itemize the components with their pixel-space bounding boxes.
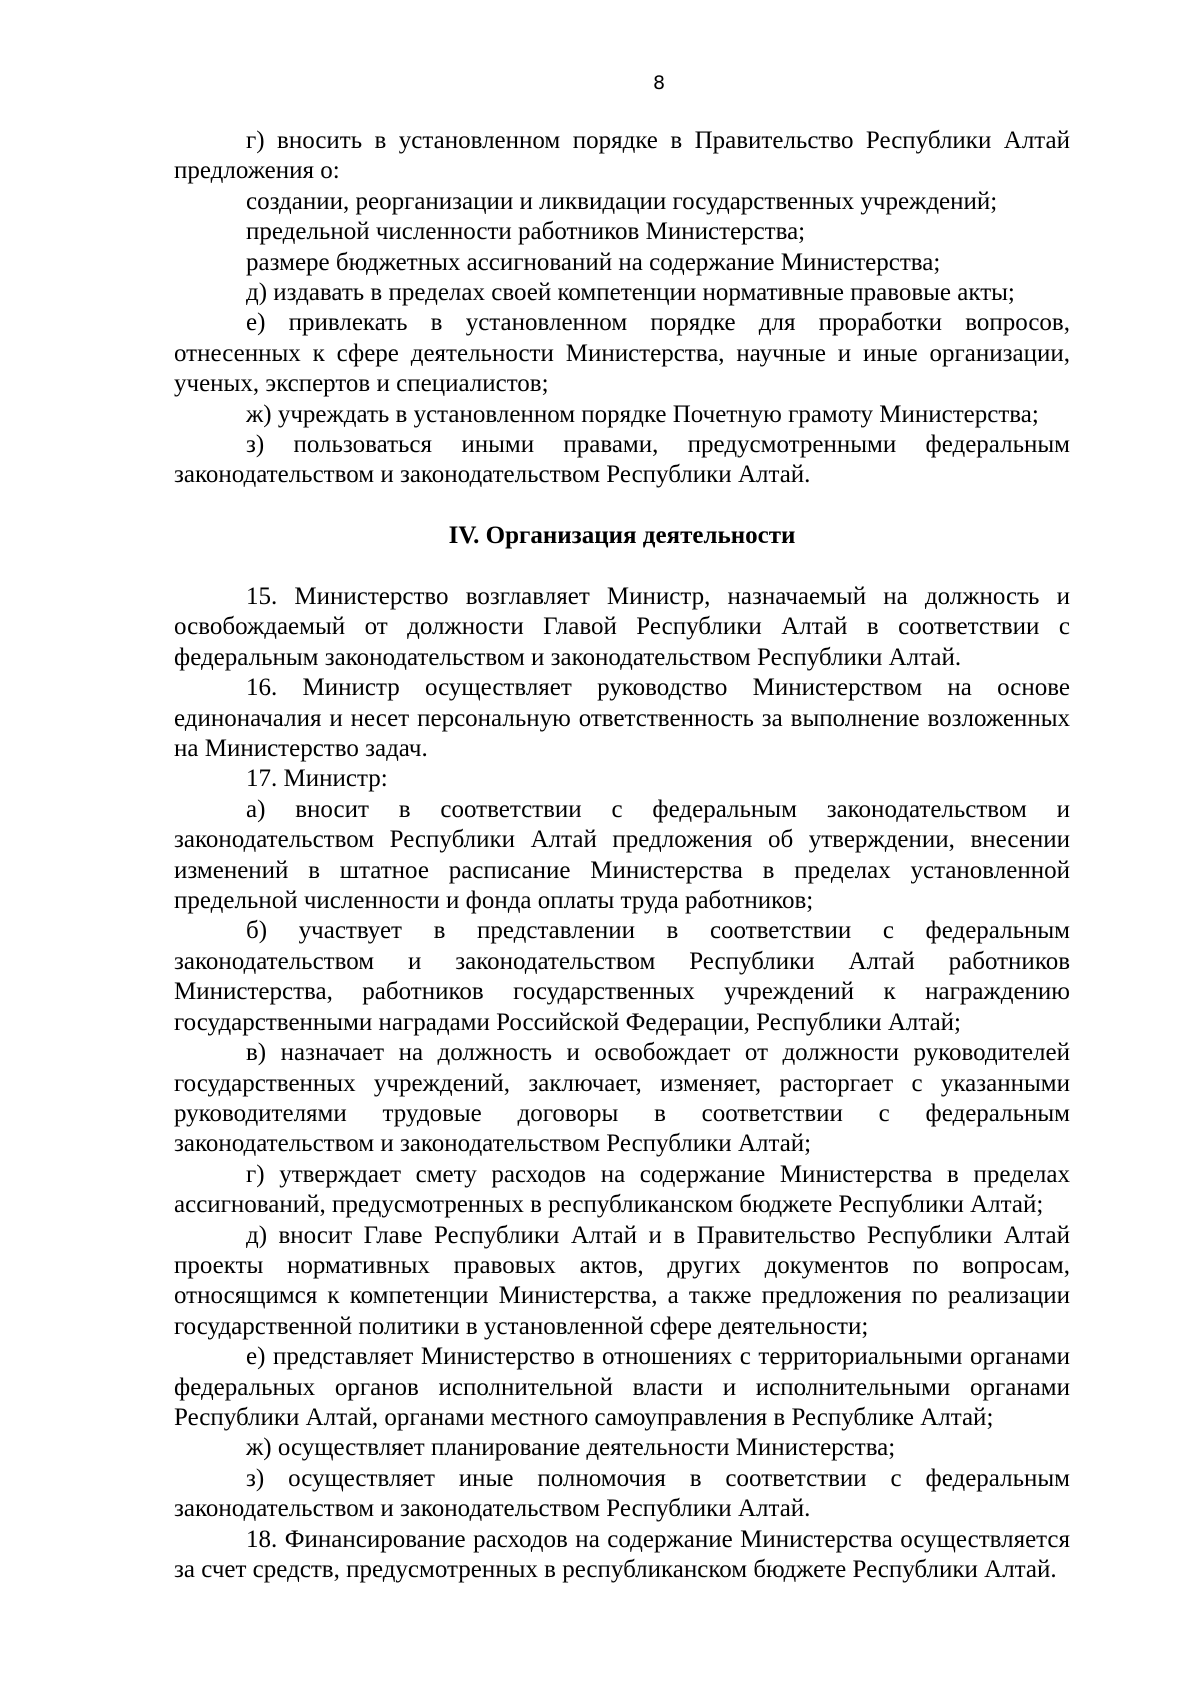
paragraph: д) вносит Главе Республики Алтай и в Правительство Республики Алтай проекты нормативных правовых актов, других документов по вопросам, относящимся к компетенции Министерства, а также предложения по реализации государственной политики в установленной сфере деятельности; — [174, 1221, 1070, 1340]
paragraph: 16. Министр осуществляет руководство Министерством на основе единоначалия и несет персональную ответственность за выполнение возложенных на Министерство задач. — [174, 674, 1070, 763]
paragraph: ж) осуществляет планирование деятельности Министерства; — [246, 1434, 896, 1462]
paragraph: в) назначает на должность и освобождает от должности руководителей государственных учреждений, заключает, изменяет, расторгает с указанными руководителями трудовые договоры в соответствии с федеральным законодательством и законодательством Республики Алтай; — [174, 1039, 1070, 1158]
paragraph: з) пользоваться иными правами, предусмотренными федеральным законодательством и законодательством Республики Алтай. — [174, 431, 1070, 489]
paragraph: а) вносит в соответствии с федеральным законодательством и законодательством Республики Алтай предложения об утверждении, внесении изменений в штатное расписание Министерства в пределах установленной предельной численности и фонда оплаты труда работников; — [174, 795, 1070, 915]
paragraph: д) издавать в пределах своей компетенции нормативные правовые акты; — [246, 279, 1015, 307]
paragraph: создании, реорганизации и ликвидации государственных учреждений; — [246, 187, 998, 215]
paragraph: з) осуществляет иные полномочия в соответствии с федеральным законодательством и законодательством Республики Алтай. — [174, 1464, 1070, 1523]
paragraph: е) привлекать в установленном порядке для проработки вопросов, отнесенных к сфере деятельности Министерства, научные и иные организации, ученых, экспертов и специалистов; — [174, 309, 1070, 398]
organization-section — [174, 582, 1070, 1585]
paragraph: 15. Министерство возглавляет Министр, назначаемый на должность и освобождаемый от должности Главой Республики Алтай в соответствии с федеральным законодательством и законодательством Республики Алтай. — [174, 583, 1070, 671]
paragraph: ж) учреждать в установленном порядке Почетную грамоту Министерства; — [246, 400, 1039, 428]
paragraph: предельной численности работников Министерства; — [246, 218, 806, 246]
paragraph: 17. Министр: — [246, 765, 388, 793]
paragraph: 18. Финансирование расходов на содержание Министерства осуществляется за счет средств, предусмотренных в республиканском бюджете Республики Алтай. — [174, 1525, 1070, 1583]
paragraph: б) участвует в представлении в соответствии с федеральным законодательством и законодательством Республики Алтай работников Министерства, работников государственных учреждений к награждению государственными наградами Российской Федерации, Республики Алтай; — [174, 917, 1070, 1036]
section-heading: IV. Организация деятельности — [448, 522, 796, 549]
paragraph: е) представляет Министерство в отношениях с территориальными органами федеральных органов исполнительной власти и исполнительными органами Республики Алтай, органами местного самоуправления в Республике Алтай; — [174, 1343, 1070, 1431]
page-number: 8 — [652, 72, 666, 94]
paragraph: г) вносить в установленном порядке в Правительство Республики Алтай предложения о: — [174, 127, 1070, 185]
rights-list — [174, 126, 1070, 491]
paragraph: г) утверждает смету расходов на содержание Министерства в пределах ассигнований, предусмотренных в республиканском бюджете Республики Алтай; — [174, 1160, 1070, 1219]
paragraph: размере бюджетных ассигнований на содержание Министерства; — [246, 248, 941, 276]
